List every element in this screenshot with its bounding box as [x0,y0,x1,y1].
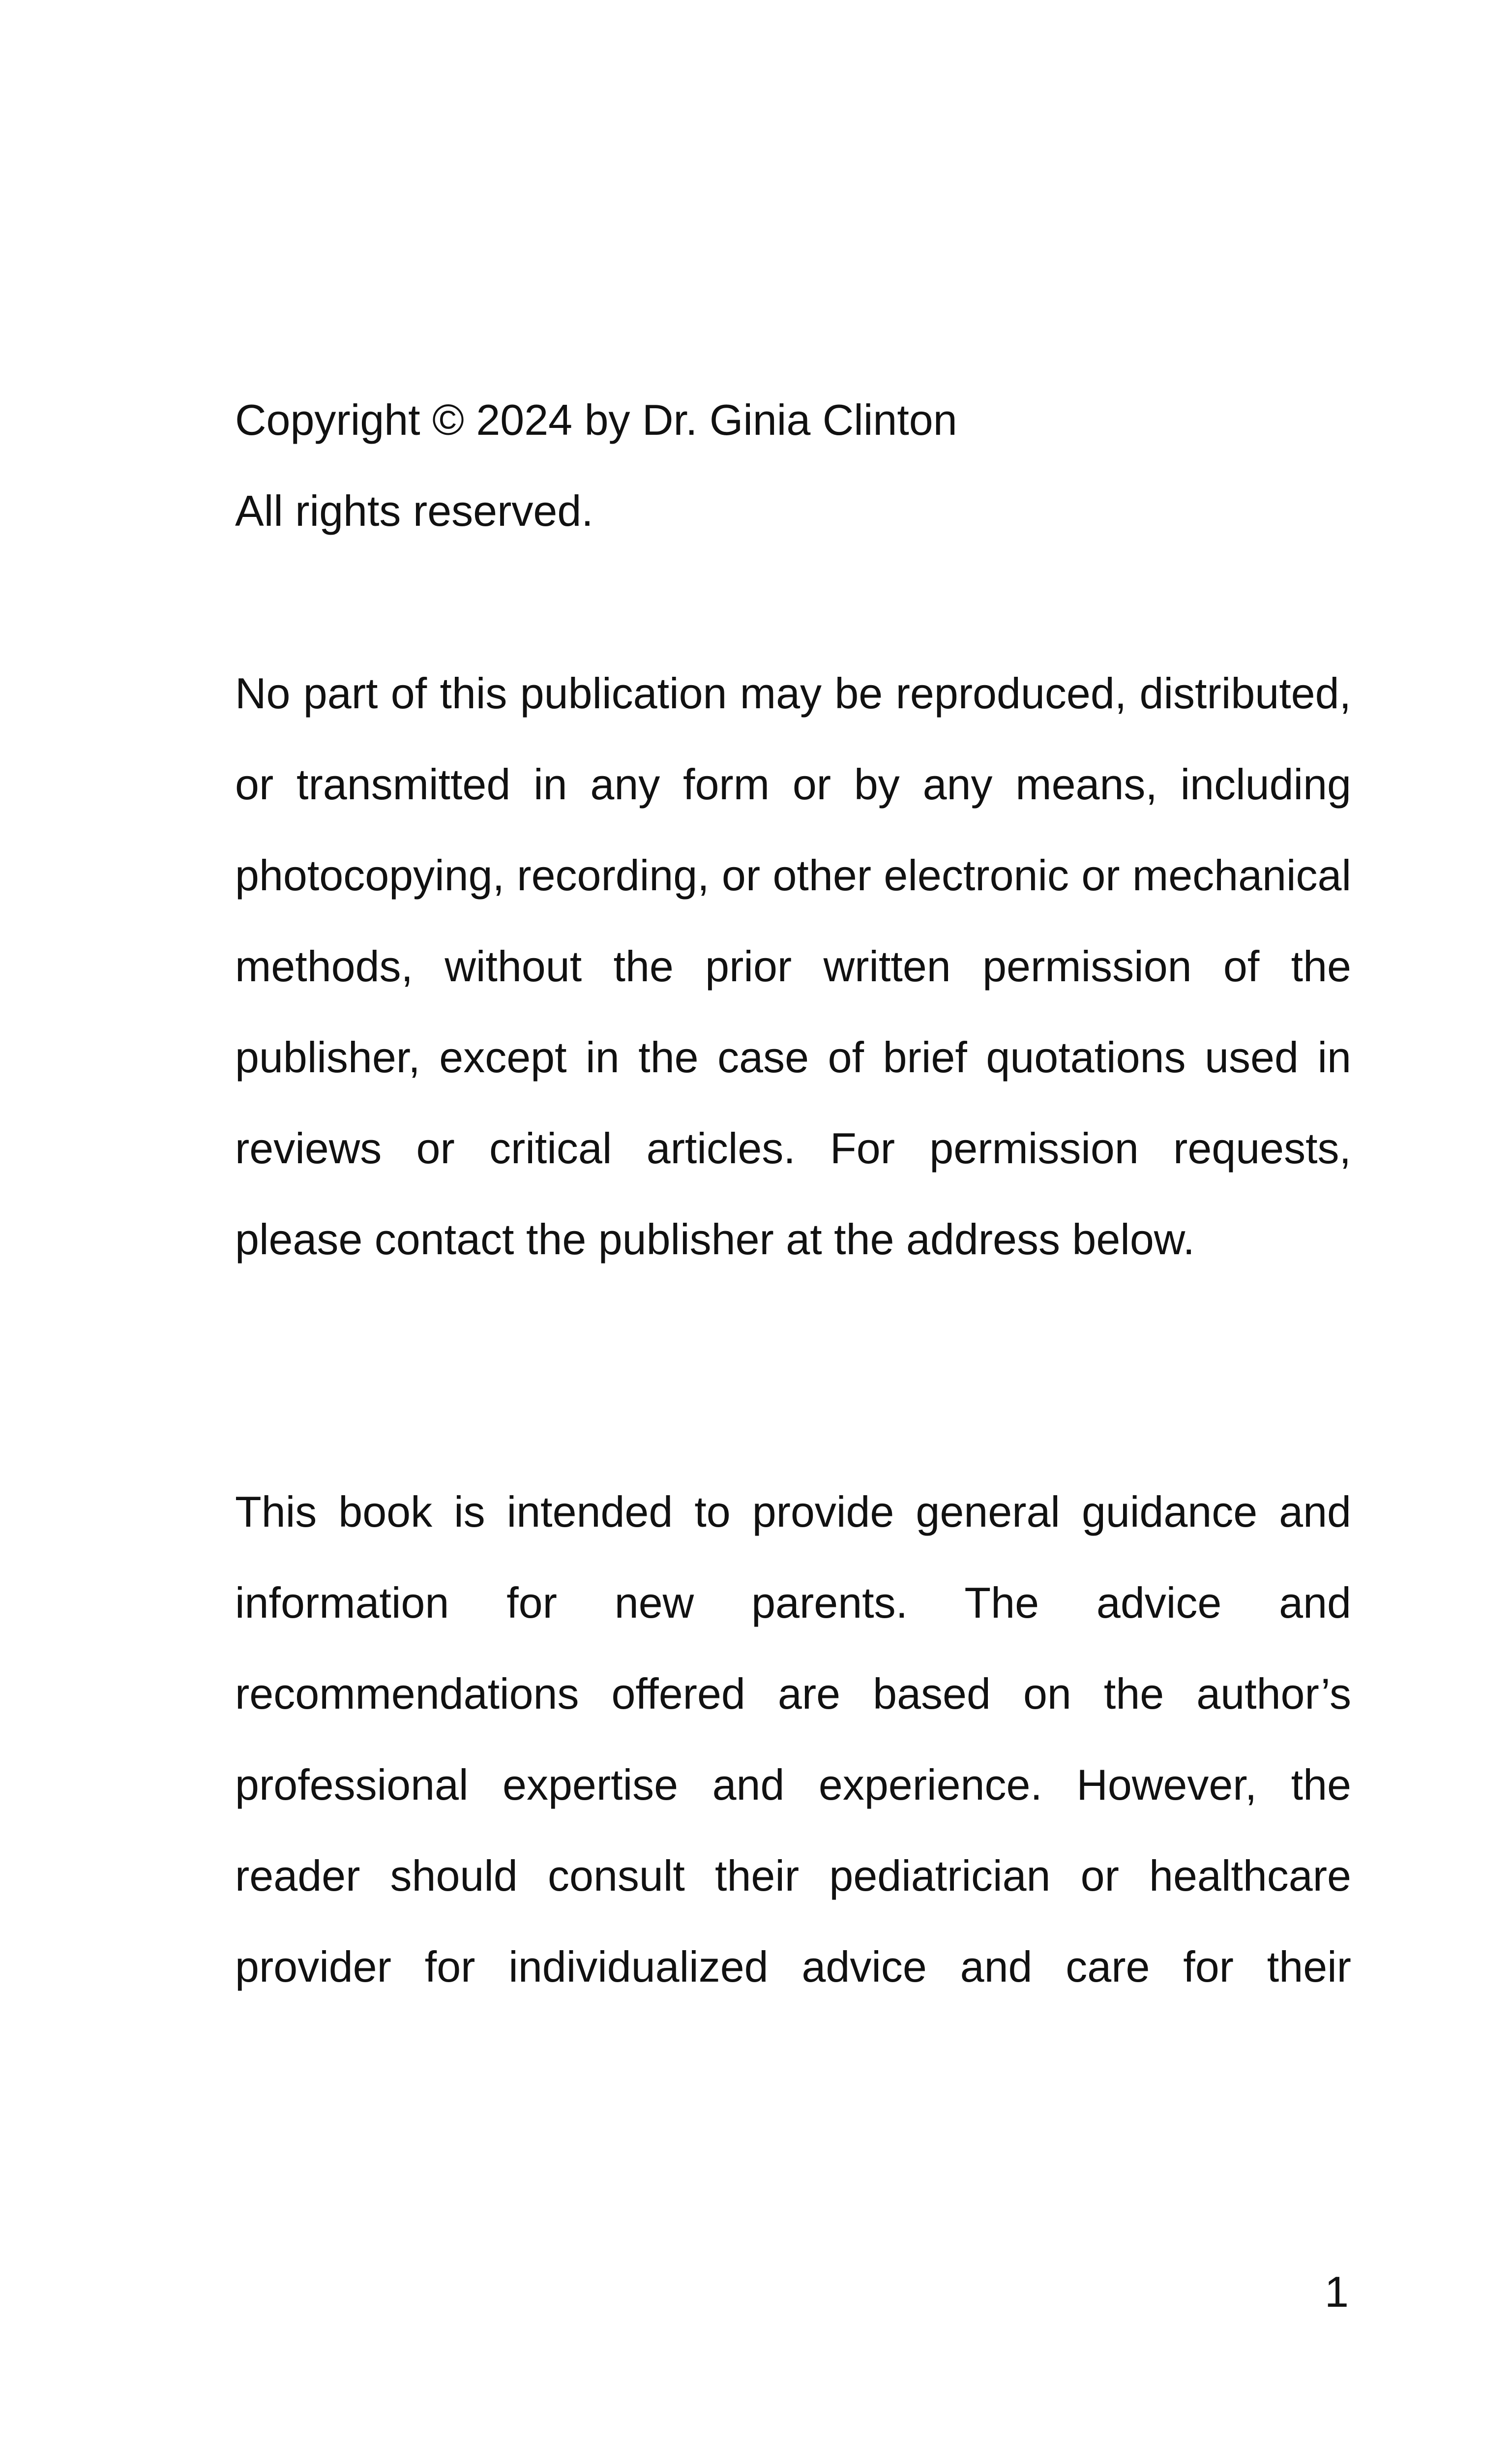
rights-reserved-line: All rights reserved. [235,486,593,535]
copyright-notice [235,374,1351,556]
reproduction-rights-paragraph: No part of this publication may be reproduced, distributed, or transmitted in any form or by any means, including photocopying, recording, or other electronic or mechanical methods, without the prior written permission of the publisher, except in the case of brief quotations used in reviews or critical articles. For permission requests, please contact the publisher at the address below. [235,669,1351,1264]
page-number: 1 [1325,2267,1349,2316]
disclaimer-paragraph: This book is intended to provide general guidance and information for new parents. The advice and recommendations offered are based on the author’s professional expertise and experience. However, the reader should consult their pediatrician or healthcare provider for individualized advice and care for their [235,1487,1351,1991]
copyright-line: Copyright © 2024 by Dr. Ginia Clinton [235,395,957,444]
